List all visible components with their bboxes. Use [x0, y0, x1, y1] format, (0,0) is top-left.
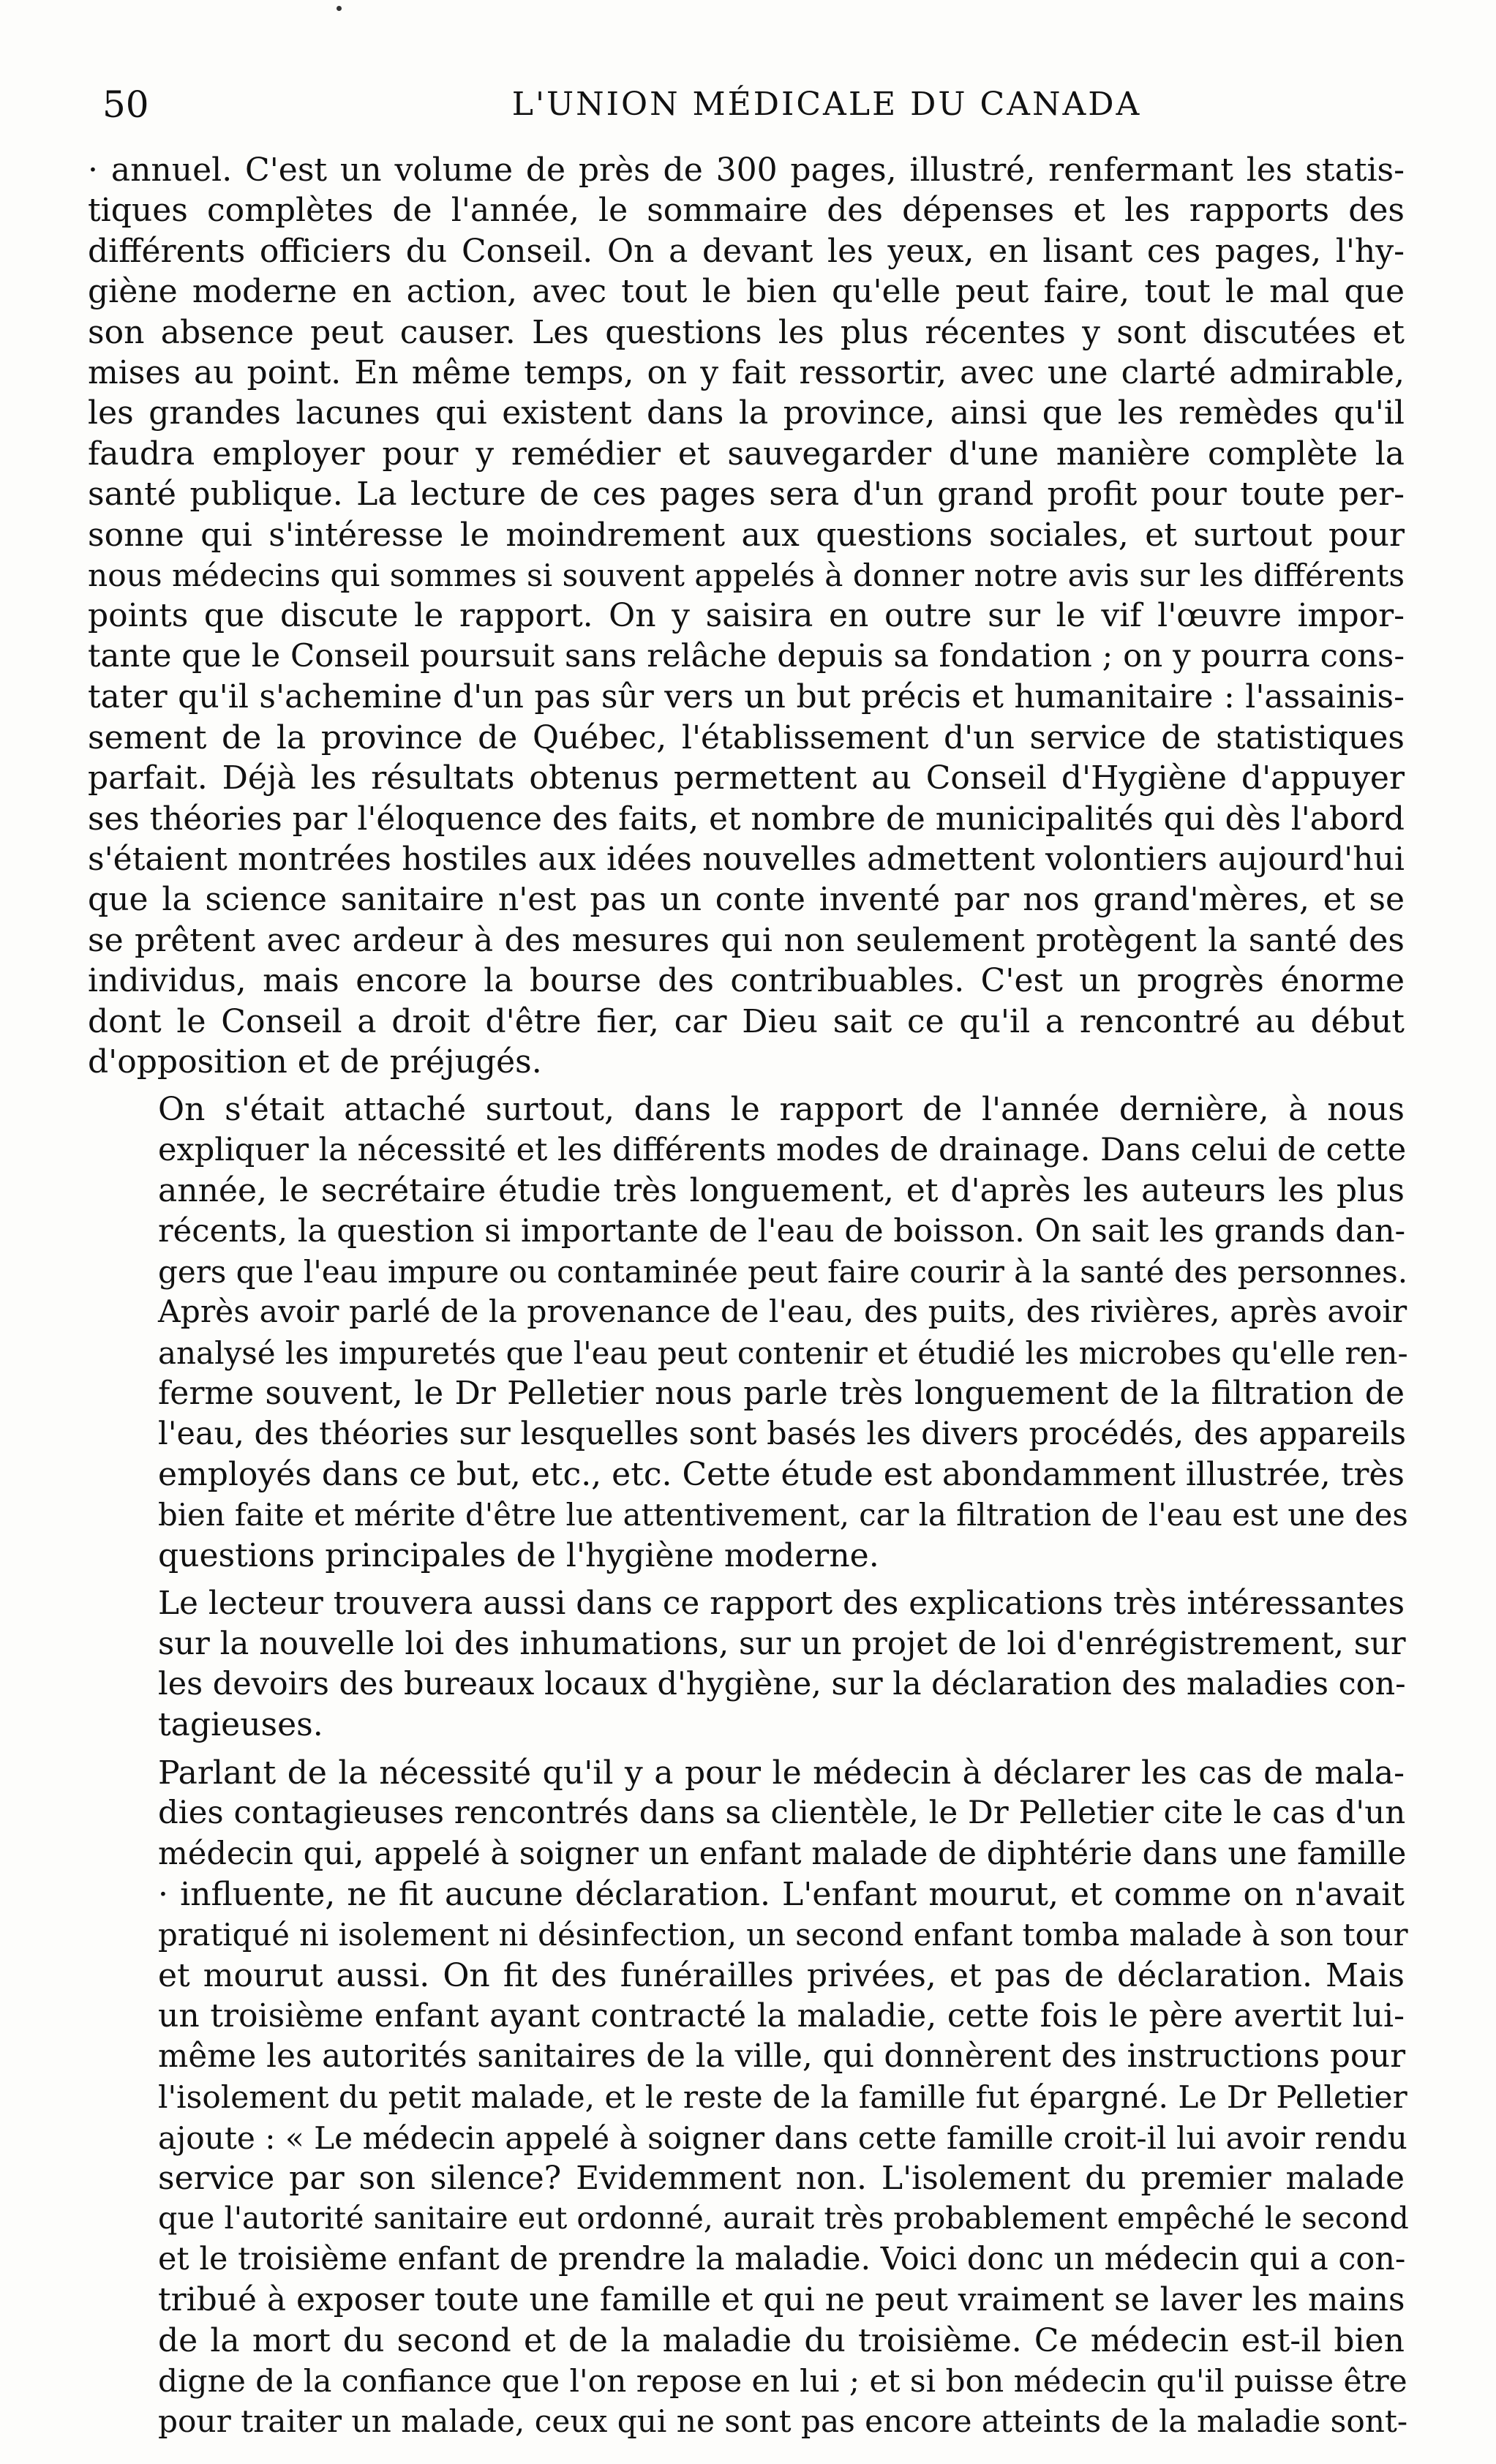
text-line: un troisième enfant ayant contracté la maladie, cette fois le père avertit lui-	[158, 1997, 1405, 2035]
text-line: Le lecteur trouvera aussi dans ce rapport des explications très intéressantes	[158, 1585, 1405, 1623]
text-line: pour traiter un malade, ceux qui ne sont pas encore atteints de la maladie sont-	[158, 2403, 1408, 2440]
text-line: de la mort du second et de la maladie du troisième. Ce médecin est-il bien	[158, 2321, 1405, 2359]
text-line: récents, la question si importante de l'eau de boisson. On sait les grands dan-	[158, 1212, 1406, 1250]
paragraph	[88, 1583, 1405, 1746]
text-line: nous médecins qui sommes si souvent appelés à donner notre avis sur les différents	[88, 557, 1405, 594]
text-line: questions principales de l'hygiène moderne.	[158, 1536, 879, 1574]
page-number: 50	[102, 83, 149, 126]
text-line: ajoute : « Le médecin appelé à soigner dans cette famille croit-il lui avoir rendu	[158, 2119, 1407, 2156]
body-text	[88, 150, 1409, 2442]
text-line: Après avoir parlé de la provenance de l'eau, des puits, des rivières, après avoir	[158, 1294, 1407, 1331]
paragraph	[88, 1089, 1408, 1576]
text-line: ses théories par l'éloquence des faits, et nombre de municipalités qui dès l'abord	[88, 800, 1405, 838]
text-line: s'étaient montrées hostiles aux idées nouvelles admettent volontiers aujourd'hui	[88, 840, 1405, 878]
paragraph	[88, 1753, 1409, 2442]
text-line: tater qu'il s'achemine d'un pas sûr vers un but précis et humanitaire : l'assainis-	[88, 678, 1405, 716]
text-line: bien faite et mérite d'être lue attentivement, car la filtration de l'eau est une des	[158, 1497, 1408, 1533]
text-line: sement de la province de Québec, l'établissement d'un service de statistiques	[88, 718, 1405, 756]
text-line: On s'était attaché surtout, dans le rapport de l'année dernière, à nous	[158, 1091, 1405, 1129]
text-line: les devoirs des bureaux locaux d'hygiène, sur la déclaration des maladies con-	[158, 1666, 1406, 1703]
text-line: se prêtent avec ardeur à des mesures qui non seulement protègent la santé des	[88, 921, 1405, 959]
text-line: mises au point. En même temps, on y fait ressortir, avec une clarté admirable,	[88, 354, 1405, 392]
text-line: parfait. Déjà les résultats obtenus permettent au Conseil d'Hygiène d'appuyer	[88, 759, 1405, 797]
text-line: sur la nouvelle loi des inhumations, sur un projet de loi d'enrégistrement, sur	[158, 1625, 1406, 1662]
text-line: les grandes lacunes qui existent dans la province, ainsi que les remèdes qu'il	[88, 394, 1405, 432]
paragraph	[88, 150, 1405, 1082]
text-line: analysé les impuretés que l'eau peut contenir et étudié les microbes qu'elle ren-	[158, 1334, 1408, 1371]
text-line: que la science sanitaire n'est pas un conte inventé par nos grand'mères, et se	[88, 881, 1405, 919]
text-line: tante que le Conseil poursuit sans relâche depuis sa fondation ; on y pourra cons-	[88, 637, 1405, 675]
running-title: L'UNION MÉDICALE DU CANADA	[511, 86, 1142, 123]
text-line: expliquer la nécessité et les différents modes de drainage. Dans celui de cette	[158, 1131, 1407, 1168]
text-line: année, le secrétaire étudie très longuement, et d'après les auteurs les plus	[158, 1172, 1405, 1210]
text-line: d'opposition et de préjugés.	[88, 1043, 542, 1081]
text-line: tiques complètes de l'année, le sommaire des dépenses et les rapports des	[88, 192, 1405, 230]
text-line: pratiqué ni isolement ni désinfection, un second enfant tomba malade à son tour	[158, 1917, 1408, 1953]
text-line: faudra employer pour y remédier et sauvegarder d'une manière complète la	[88, 435, 1405, 473]
print-speck	[337, 6, 342, 11]
text-line: santé publique. La lecture de ces pages sera d'un grand profit pour toute per-	[88, 476, 1405, 514]
text-line: l'eau, des théories sur lesquelles sont basés les divers procédés, des appareils	[158, 1415, 1407, 1452]
text-line: · annuel. C'est un volume de près de 300 pages, illustré, renfermant les statis-	[88, 151, 1405, 189]
text-line: giène moderne en action, avec tout le bien qu'elle peut faire, tout le mal que	[88, 273, 1405, 311]
text-line: et mourut aussi. On fit des funérailles privées, et pas de déclaration. Mais	[158, 1956, 1405, 1994]
text-line: service par son silence? Evidemment non. L'isolement du premier malade	[158, 2159, 1405, 2197]
text-line: dont le Conseil a droit d'être fier, car Dieu sait ce qu'il a rencontré au début	[88, 1002, 1405, 1040]
page-header	[102, 79, 1390, 130]
text-line: médecin qui, appelé à soigner un enfant malade de diphtérie dans une famille	[158, 1835, 1407, 1872]
text-line: employés dans ce but, etc., etc. Cette étude est abondamment illustrée, très	[158, 1456, 1405, 1493]
text-line: même les autorités sanitaires de la ville, qui donnèrent des instructions pour	[158, 2037, 1406, 2075]
text-line: et le troisième enfant de prendre la maladie. Voici donc un médecin qui a con-	[158, 2240, 1406, 2277]
text-line: différents officiers du Conseil. On a devant les yeux, en lisant ces pages, l'hy-	[88, 232, 1405, 270]
text-line: Parlant de la nécessité qu'il y a pour le médecin à déclarer les cas de mala-	[158, 1754, 1405, 1792]
text-line: digne de la confiance que l'on repose en lui ; et si bon médecin qu'il puisse être	[158, 2362, 1407, 2399]
text-line: tribué à exposer toute une famille et qui ne peut vraiment se laver les mains	[158, 2281, 1405, 2319]
text-line: que l'autorité sanitaire eut ordonné, aurait très probablement empêché le second	[158, 2201, 1409, 2236]
text-line: gers que l'eau impure ou contaminée peut faire courir à la santé des personnes.	[158, 1253, 1408, 1290]
text-line: ferme souvent, le Dr Pelletier nous parle très longuement de la filtration de	[158, 1375, 1405, 1413]
text-line: dies contagieuses rencontrés dans sa clientèle, le Dr Pelletier cite le cas d'un	[158, 1795, 1406, 1832]
text-line: points que discute le rapport. On y saisira en outre sur le vif l'œuvre impor-	[88, 597, 1405, 635]
text-line: sonne qui s'intéresse le moindrement aux questions sociales, et surtout pour	[88, 516, 1405, 554]
text-line: · influente, ne fit aucune déclaration. L'enfant mourut, et comme on n'avait	[158, 1876, 1405, 1914]
text-line: son absence peut causer. Les questions les plus récentes y sont discutées et	[88, 313, 1405, 351]
text-line: individus, mais encore la bourse des contribuables. C'est un progrès énorme	[88, 962, 1405, 1000]
text-line: tagieuses.	[158, 1706, 323, 1744]
text-line: l'isolement du petit malade, et le reste de la famille fut épargné. Le Dr Pelletier	[158, 2079, 1407, 2116]
